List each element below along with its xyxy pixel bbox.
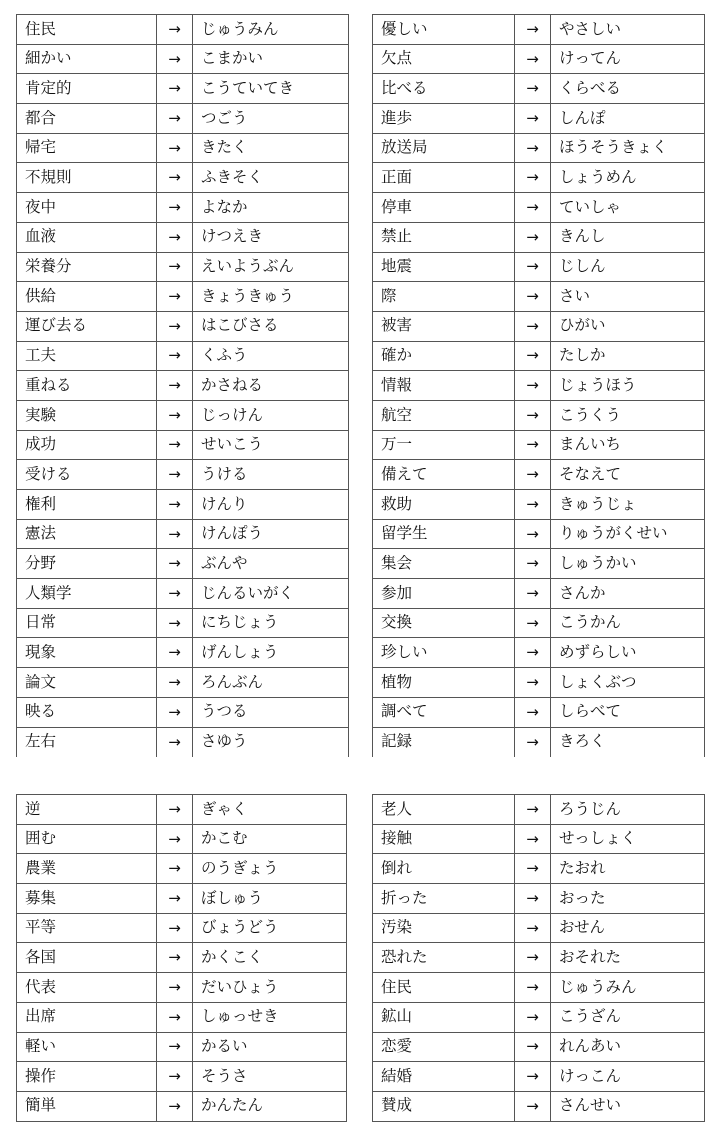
table-row xyxy=(17,1032,347,1062)
arrow-cell: → xyxy=(515,282,551,312)
arrow-cell: → xyxy=(515,490,551,520)
reading-cell: れんあい xyxy=(551,1032,705,1062)
reading-cell: さんか xyxy=(551,579,705,609)
table-row xyxy=(373,430,705,460)
kanji-cell: 参加 xyxy=(373,579,515,609)
reading-cell: はこびさる xyxy=(193,311,349,341)
arrow-cell: → xyxy=(515,163,551,193)
table-row xyxy=(17,854,347,884)
kanji-cell: 万一 xyxy=(373,430,515,460)
reading-cell: きろく xyxy=(551,727,705,757)
table-row xyxy=(373,1062,705,1092)
arrow-cell: → xyxy=(157,15,193,45)
kanji-cell: 比べる xyxy=(373,74,515,104)
kanji-cell: 優しい xyxy=(373,15,515,45)
kanji-cell: 不規則 xyxy=(17,163,157,193)
kanji-cell: 栄養分 xyxy=(17,252,157,282)
kanji-cell: 現象 xyxy=(17,638,157,668)
arrow-cell: → xyxy=(515,824,551,854)
reading-cell: こうかん xyxy=(551,608,705,638)
kanji-cell: 調べて xyxy=(373,697,515,727)
arrow-cell: → xyxy=(515,193,551,223)
table-row xyxy=(17,697,349,727)
arrow-cell: → xyxy=(157,371,193,401)
kanji-cell: 簡単 xyxy=(17,1091,157,1121)
table-row xyxy=(17,884,347,914)
arrow-cell: → xyxy=(157,282,193,312)
arrow-cell: → xyxy=(157,579,193,609)
table-row xyxy=(373,795,705,825)
arrow-cell: → xyxy=(515,104,551,134)
arrow-cell: → xyxy=(515,371,551,401)
arrow-cell: → xyxy=(515,460,551,490)
arrow-cell: → xyxy=(515,311,551,341)
reading-cell: めずらしい xyxy=(551,638,705,668)
reading-cell: そうさ xyxy=(193,1062,347,1092)
kanji-cell: 肯定的 xyxy=(17,74,157,104)
kanji-cell: 帰宅 xyxy=(17,133,157,163)
arrow-cell: → xyxy=(515,913,551,943)
reading-cell: こうざん xyxy=(551,1002,705,1032)
arrow-cell: → xyxy=(157,824,193,854)
kanji-cell: 受ける xyxy=(17,460,157,490)
table-row xyxy=(373,943,705,973)
reading-cell: びょうどう xyxy=(193,913,347,943)
table-row xyxy=(17,824,347,854)
table-row xyxy=(373,913,705,943)
table-row xyxy=(373,74,705,104)
kanji-cell: 都合 xyxy=(17,104,157,134)
reading-cell: じょうほう xyxy=(551,371,705,401)
kanji-cell: 軽い xyxy=(17,1032,157,1062)
vocab-table-2 xyxy=(372,14,705,757)
reading-cell: ほうそうきょく xyxy=(551,133,705,163)
kanji-cell: 留学生 xyxy=(373,519,515,549)
kanji-cell: 老人 xyxy=(373,795,515,825)
reading-cell: えいようぶん xyxy=(193,252,349,282)
reading-cell: じっけん xyxy=(193,400,349,430)
arrow-cell: → xyxy=(515,943,551,973)
reading-cell: よなか xyxy=(193,193,349,223)
kanji-cell: 血液 xyxy=(17,222,157,252)
table-row xyxy=(17,579,349,609)
reading-cell: じしん xyxy=(551,252,705,282)
arrow-cell: → xyxy=(515,341,551,371)
reading-cell: こまかい xyxy=(193,44,349,74)
kanji-cell: 住民 xyxy=(373,973,515,1003)
arrow-cell: → xyxy=(157,519,193,549)
arrow-cell: → xyxy=(515,668,551,698)
table-row xyxy=(373,341,705,371)
table-row xyxy=(373,608,705,638)
kanji-cell: 確か xyxy=(373,341,515,371)
kanji-cell: 論文 xyxy=(17,668,157,698)
table-row xyxy=(373,400,705,430)
table-row xyxy=(373,460,705,490)
reading-cell: つごう xyxy=(193,104,349,134)
arrow-cell: → xyxy=(157,104,193,134)
kanji-cell: 航空 xyxy=(373,400,515,430)
reading-cell: しょうめん xyxy=(551,163,705,193)
reading-cell: ふきそく xyxy=(193,163,349,193)
arrow-cell: → xyxy=(515,549,551,579)
arrow-cell: → xyxy=(157,311,193,341)
reading-cell: かこむ xyxy=(193,824,347,854)
reading-cell: きたく xyxy=(193,133,349,163)
table-row xyxy=(17,490,349,520)
table-row xyxy=(373,282,705,312)
arrow-cell: → xyxy=(515,638,551,668)
arrow-cell: → xyxy=(157,400,193,430)
reading-cell: けっこん xyxy=(551,1062,705,1092)
reading-cell: こうくう xyxy=(551,400,705,430)
table-row xyxy=(17,795,347,825)
table-row xyxy=(373,973,705,1003)
arrow-cell: → xyxy=(157,608,193,638)
reading-cell: ぶんや xyxy=(193,549,349,579)
reading-cell: かんたん xyxy=(193,1091,347,1121)
reading-cell: きゅうじょ xyxy=(551,490,705,520)
table-row xyxy=(373,579,705,609)
arrow-cell: → xyxy=(515,697,551,727)
arrow-cell: → xyxy=(157,222,193,252)
table-row xyxy=(17,252,349,282)
kanji-cell: 際 xyxy=(373,282,515,312)
table-row xyxy=(17,638,349,668)
arrow-cell: → xyxy=(515,1032,551,1062)
table-row xyxy=(17,913,347,943)
table-row xyxy=(17,341,349,371)
arrow-cell: → xyxy=(157,133,193,163)
kanji-cell: 募集 xyxy=(17,884,157,914)
table-row xyxy=(17,311,349,341)
reading-cell: りゅうがくせい xyxy=(551,519,705,549)
reading-cell: しゅうかい xyxy=(551,549,705,579)
reading-cell: けんり xyxy=(193,490,349,520)
reading-cell: せいこう xyxy=(193,430,349,460)
reading-cell: のうぎょう xyxy=(193,854,347,884)
arrow-cell: → xyxy=(515,222,551,252)
reading-cell: そなえて xyxy=(551,460,705,490)
table-row xyxy=(373,490,705,520)
kanji-cell: 進歩 xyxy=(373,104,515,134)
arrow-cell: → xyxy=(157,913,193,943)
reading-cell: おせん xyxy=(551,913,705,943)
table-row xyxy=(17,727,349,757)
kanji-cell: 情報 xyxy=(373,371,515,401)
kanji-cell: 各国 xyxy=(17,943,157,973)
reading-cell: ろんぶん xyxy=(193,668,349,698)
arrow-cell: → xyxy=(515,727,551,757)
reading-cell: まんいち xyxy=(551,430,705,460)
table-row xyxy=(17,163,349,193)
arrow-cell: → xyxy=(515,400,551,430)
kanji-cell: 賛成 xyxy=(373,1091,515,1121)
arrow-cell: → xyxy=(157,795,193,825)
arrow-cell: → xyxy=(157,727,193,757)
table-row xyxy=(17,15,349,45)
arrow-cell: → xyxy=(515,519,551,549)
kanji-cell: 被害 xyxy=(373,311,515,341)
reading-cell: じんるいがく xyxy=(193,579,349,609)
table-row xyxy=(373,311,705,341)
table-row xyxy=(17,430,349,460)
table-row xyxy=(373,371,705,401)
kanji-cell: 細かい xyxy=(17,44,157,74)
vocab-table-3 xyxy=(16,794,347,1122)
reading-cell: じゅうみん xyxy=(193,15,349,45)
table-row xyxy=(17,460,349,490)
kanji-cell: 夜中 xyxy=(17,193,157,223)
arrow-cell: → xyxy=(515,884,551,914)
table-row xyxy=(373,884,705,914)
arrow-cell: → xyxy=(515,854,551,884)
arrow-cell: → xyxy=(157,1032,193,1062)
kanji-cell: 農業 xyxy=(17,854,157,884)
reading-cell: うつる xyxy=(193,697,349,727)
reading-cell: じゅうみん xyxy=(551,973,705,1003)
table-row xyxy=(373,193,705,223)
kanji-cell: 植物 xyxy=(373,668,515,698)
arrow-cell: → xyxy=(157,490,193,520)
kanji-cell: 住民 xyxy=(17,15,157,45)
table-row xyxy=(17,400,349,430)
table-row xyxy=(373,638,705,668)
reading-cell: けつえき xyxy=(193,222,349,252)
arrow-cell: → xyxy=(157,252,193,282)
reading-cell: さい xyxy=(551,282,705,312)
reading-cell: ろうじん xyxy=(551,795,705,825)
kanji-cell: 権利 xyxy=(17,490,157,520)
table-row xyxy=(17,371,349,401)
table-row xyxy=(373,549,705,579)
reading-cell: こうていてき xyxy=(193,74,349,104)
arrow-cell: → xyxy=(157,854,193,884)
reading-cell: にちじょう xyxy=(193,608,349,638)
kanji-cell: 恐れた xyxy=(373,943,515,973)
table-row xyxy=(373,668,705,698)
arrow-cell: → xyxy=(157,943,193,973)
table-row xyxy=(373,727,705,757)
arrow-cell: → xyxy=(157,460,193,490)
arrow-cell: → xyxy=(157,884,193,914)
reading-cell: けんぽう xyxy=(193,519,349,549)
kanji-cell: 欠点 xyxy=(373,44,515,74)
kanji-cell: 正面 xyxy=(373,163,515,193)
kanji-cell: 救助 xyxy=(373,490,515,520)
reading-cell: だいひょう xyxy=(193,973,347,1003)
arrow-cell: → xyxy=(515,1002,551,1032)
arrow-cell: → xyxy=(157,549,193,579)
kanji-cell: 地震 xyxy=(373,252,515,282)
arrow-cell: → xyxy=(157,44,193,74)
table-row xyxy=(17,282,349,312)
reading-cell: けってん xyxy=(551,44,705,74)
arrow-cell: → xyxy=(515,1062,551,1092)
reading-cell: たおれ xyxy=(551,854,705,884)
reading-cell: おそれた xyxy=(551,943,705,973)
kanji-cell: 出席 xyxy=(17,1002,157,1032)
reading-cell: しょくぶつ xyxy=(551,668,705,698)
kanji-cell: 日常 xyxy=(17,608,157,638)
table-row xyxy=(17,133,349,163)
arrow-cell: → xyxy=(515,15,551,45)
table-row xyxy=(17,104,349,134)
reading-cell: しゅっせき xyxy=(193,1002,347,1032)
arrow-cell: → xyxy=(515,579,551,609)
arrow-cell: → xyxy=(157,1062,193,1092)
kanji-cell: 結婚 xyxy=(373,1062,515,1092)
vocab-table-1 xyxy=(16,14,349,757)
arrow-cell: → xyxy=(157,697,193,727)
table-row xyxy=(373,133,705,163)
arrow-cell: → xyxy=(157,430,193,460)
arrow-cell: → xyxy=(515,608,551,638)
reading-cell: かさねる xyxy=(193,371,349,401)
table-row xyxy=(17,74,349,104)
table-row xyxy=(373,44,705,74)
reading-cell: しんぽ xyxy=(551,104,705,134)
kanji-cell: 供給 xyxy=(17,282,157,312)
table-row xyxy=(373,1091,705,1121)
arrow-cell: → xyxy=(157,638,193,668)
table-row xyxy=(373,824,705,854)
table-row xyxy=(373,854,705,884)
arrow-cell: → xyxy=(515,133,551,163)
arrow-cell: → xyxy=(157,973,193,1003)
table-row xyxy=(17,608,349,638)
kanji-cell: 倒れ xyxy=(373,854,515,884)
kanji-cell: 恋愛 xyxy=(373,1032,515,1062)
table-row xyxy=(17,519,349,549)
table-row xyxy=(17,1002,347,1032)
reading-cell: くらべる xyxy=(551,74,705,104)
kanji-cell: 操作 xyxy=(17,1062,157,1092)
reading-cell: かるい xyxy=(193,1032,347,1062)
kanji-cell: 汚染 xyxy=(373,913,515,943)
table-row xyxy=(373,1002,705,1032)
table-row xyxy=(373,104,705,134)
reading-cell: ぎゃく xyxy=(193,795,347,825)
table-row xyxy=(17,222,349,252)
reading-cell: ぼしゅう xyxy=(193,884,347,914)
kanji-cell: 放送局 xyxy=(373,133,515,163)
table-row xyxy=(17,1091,347,1121)
kanji-cell: 成功 xyxy=(17,430,157,460)
reading-cell: うける xyxy=(193,460,349,490)
kanji-cell: 備えて xyxy=(373,460,515,490)
arrow-cell: → xyxy=(515,74,551,104)
arrow-cell: → xyxy=(515,430,551,460)
kanji-cell: 重ねる xyxy=(17,371,157,401)
reading-cell: せっしょく xyxy=(551,824,705,854)
table-row xyxy=(17,943,347,973)
arrow-cell: → xyxy=(515,1091,551,1121)
reading-cell: さんせい xyxy=(551,1091,705,1121)
kanji-cell: 平等 xyxy=(17,913,157,943)
reading-cell: さゆう xyxy=(193,727,349,757)
table-row xyxy=(17,1062,347,1092)
kanji-cell: 囲む xyxy=(17,824,157,854)
vocab-table-4 xyxy=(372,794,705,1122)
table-row xyxy=(17,44,349,74)
table-row xyxy=(17,973,347,1003)
kanji-cell: 憲法 xyxy=(17,519,157,549)
arrow-cell: → xyxy=(515,44,551,74)
table-row xyxy=(373,519,705,549)
reading-cell: おった xyxy=(551,884,705,914)
table-row xyxy=(373,252,705,282)
kanji-cell: 映る xyxy=(17,697,157,727)
arrow-cell: → xyxy=(157,163,193,193)
reading-cell: しらべて xyxy=(551,697,705,727)
arrow-cell: → xyxy=(157,1091,193,1121)
table-row xyxy=(373,222,705,252)
reading-cell: きんし xyxy=(551,222,705,252)
kanji-cell: 停車 xyxy=(373,193,515,223)
arrow-cell: → xyxy=(515,795,551,825)
reading-cell: げんしょう xyxy=(193,638,349,668)
kanji-cell: 工夫 xyxy=(17,341,157,371)
kanji-cell: 実験 xyxy=(17,400,157,430)
reading-cell: くふう xyxy=(193,341,349,371)
arrow-cell: → xyxy=(157,193,193,223)
table-row xyxy=(373,163,705,193)
reading-cell: きょうきゅう xyxy=(193,282,349,312)
kanji-cell: 分野 xyxy=(17,549,157,579)
arrow-cell: → xyxy=(515,252,551,282)
table-row xyxy=(17,193,349,223)
arrow-cell: → xyxy=(515,973,551,1003)
kanji-cell: 珍しい xyxy=(373,638,515,668)
kanji-cell: 代表 xyxy=(17,973,157,1003)
table-row xyxy=(373,1032,705,1062)
kanji-cell: 逆 xyxy=(17,795,157,825)
table-row xyxy=(17,549,349,579)
kanji-cell: 折った xyxy=(373,884,515,914)
table-row xyxy=(373,15,705,45)
kanji-cell: 人類学 xyxy=(17,579,157,609)
kanji-cell: 集会 xyxy=(373,549,515,579)
reading-cell: ひがい xyxy=(551,311,705,341)
kanji-cell: 運び去る xyxy=(17,311,157,341)
arrow-cell: → xyxy=(157,341,193,371)
reading-cell: やさしい xyxy=(551,15,705,45)
kanji-cell: 禁止 xyxy=(373,222,515,252)
table-row xyxy=(17,668,349,698)
arrow-cell: → xyxy=(157,668,193,698)
reading-cell: たしか xyxy=(551,341,705,371)
kanji-cell: 記録 xyxy=(373,727,515,757)
reading-cell: ていしゃ xyxy=(551,193,705,223)
arrow-cell: → xyxy=(157,1002,193,1032)
reading-cell: かくこく xyxy=(193,943,347,973)
kanji-cell: 交換 xyxy=(373,608,515,638)
kanji-cell: 鉱山 xyxy=(373,1002,515,1032)
kanji-cell: 接触 xyxy=(373,824,515,854)
arrow-cell: → xyxy=(157,74,193,104)
kanji-cell: 左右 xyxy=(17,727,157,757)
table-row xyxy=(373,697,705,727)
